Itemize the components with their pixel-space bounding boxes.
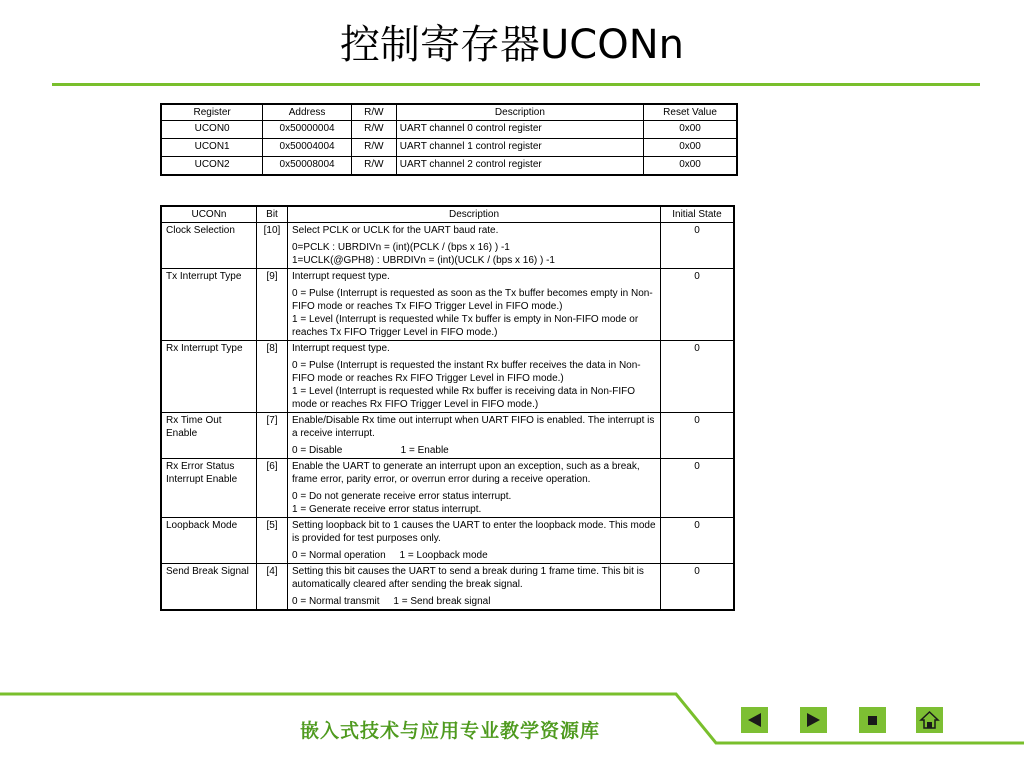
field-initial-state: 0 — [661, 413, 735, 459]
field-bit: [5] — [257, 518, 288, 564]
header-uconn: UCONn — [161, 206, 257, 223]
value-line: 0 = Disable 1 = Enable — [292, 445, 449, 456]
header-rw: R/W — [351, 104, 396, 121]
field-description: Select PCLK or UCLK for the UART baud rate. — [288, 223, 661, 239]
field-description: Interrupt request type. — [288, 341, 661, 357]
cell-description: UART channel 0 control register — [396, 121, 643, 139]
field-description: Enable/Disable Rx time out interrupt when UART FIFO is enabled. The interrupt is a receive interrupt. — [288, 413, 661, 442]
header-description: Description — [288, 206, 661, 223]
field-bit: [4] — [257, 564, 288, 611]
field-bit: [9] — [257, 269, 288, 341]
cell-reset-value: 0x00 — [644, 157, 737, 176]
stop-icon — [859, 707, 886, 733]
value-line: 0 = Do not generate receive error status interrupt. — [292, 491, 512, 502]
value-line: 1=UCLK(@GPH8) : UBRDIVn = (int)(UCLK / (bps x 16) ) -1 — [292, 255, 555, 266]
value-line: 0 = Pulse (Interrupt is requested as soon as the Tx buffer becomes empty in Non-FIFO mode or reaches Tx FIFO Trigger Level in FIFO mode.) — [292, 288, 653, 312]
field-name: Rx Error Status Interrupt Enable — [161, 459, 257, 518]
field-initial-state: 0 — [661, 564, 735, 611]
field-name: Tx Interrupt Type — [161, 269, 257, 341]
field-bit: [8] — [257, 341, 288, 413]
header-register: Register — [161, 104, 263, 121]
field-name: Loopback Mode — [161, 518, 257, 564]
field-initial-state: 0 — [661, 223, 735, 269]
cell-rw: R/W — [351, 139, 396, 157]
cell-register: UCON2 — [161, 157, 263, 176]
home-button[interactable] — [916, 707, 943, 733]
header-description: Description — [396, 104, 643, 121]
prev-button[interactable] — [741, 707, 768, 733]
field-bit: [7] — [257, 413, 288, 459]
field-initial-state: 0 — [661, 341, 735, 413]
cell-address: 0x50000004 — [263, 121, 352, 139]
value-line: 0=PCLK : UBRDIVn = (int)(PCLK / (bps x 16) ) -1 — [292, 242, 510, 253]
footer-text: 嵌入式技术与应用专业教学资源库 — [300, 720, 601, 742]
field-name: Clock Selection — [161, 223, 257, 269]
cell-rw: R/W — [351, 157, 396, 176]
field-name: Rx Interrupt Type — [161, 341, 257, 413]
page-title: 控制寄存器UCONn — [340, 22, 684, 68]
cell-description: UART channel 2 control register — [396, 157, 643, 176]
field-initial-state: 0 — [661, 269, 735, 341]
field-initial-state: 0 — [661, 459, 735, 518]
next-icon — [800, 707, 827, 733]
value-line: 1 = Level (Interrupt is requested while Rx buffer is receiving data in Non-FIFO mode or reaches Rx FIFO Trigger Level in FIFO mode.) — [292, 386, 638, 410]
prev-icon — [741, 707, 768, 733]
field-name: Rx Time Out Enable — [161, 413, 257, 459]
field-description: Setting loopback bit to 1 causes the UART to enter the loopback mode. This mode is provided for test purposes only. — [288, 518, 661, 547]
value-line: 1 = Level (Interrupt is requested while Tx buffer is empty in Non-FIFO mode or reaches Tx FIFO Trigger Level in FIFO mode.) — [292, 314, 641, 338]
header-bit: Bit — [257, 206, 288, 223]
value-line: 1 = Generate receive error status interrupt. — [292, 504, 482, 515]
field-bit: [10] — [257, 223, 288, 269]
field-description: Enable the UART to generate an interrupt upon an exception, such as a break, frame error, parity error, or overrun error during a receive operation. — [288, 459, 661, 488]
cell-reset-value: 0x00 — [644, 139, 737, 157]
value-line: 0 = Normal transmit 1 = Send break signal — [292, 596, 491, 607]
value-line: 0 = Pulse (Interrupt is requested the instant Rx buffer receives the data in Non-FIFO mode or reaches Rx FIFO Trigger Level in FIFO mode.) — [292, 360, 641, 384]
cell-register: UCON0 — [161, 121, 263, 139]
value-line: 0 = Normal operation 1 = Loopback mode — [292, 550, 488, 561]
field-initial-state: 0 — [661, 518, 735, 564]
cell-description: UART channel 1 control register — [396, 139, 643, 157]
cell-address: 0x50008004 — [263, 157, 352, 176]
cell-register: UCON1 — [161, 139, 263, 157]
field-name: Send Break Signal — [161, 564, 257, 611]
header-reset-value: Reset Value — [644, 104, 737, 121]
header-initial-state: Initial State — [661, 206, 735, 223]
field-description: Interrupt request type. — [288, 269, 661, 285]
stop-button[interactable] — [859, 707, 886, 733]
cell-rw: R/W — [351, 121, 396, 139]
field-description: Setting this bit causes the UART to send a break during 1 frame time. This bit is automatically cleared after sending the break signal. — [288, 564, 661, 593]
home-icon — [916, 707, 943, 733]
header-address: Address — [263, 104, 352, 121]
next-button[interactable] — [800, 707, 827, 733]
field-bit: [6] — [257, 459, 288, 518]
cell-reset-value: 0x00 — [644, 121, 737, 139]
cell-address: 0x50004004 — [263, 139, 352, 157]
